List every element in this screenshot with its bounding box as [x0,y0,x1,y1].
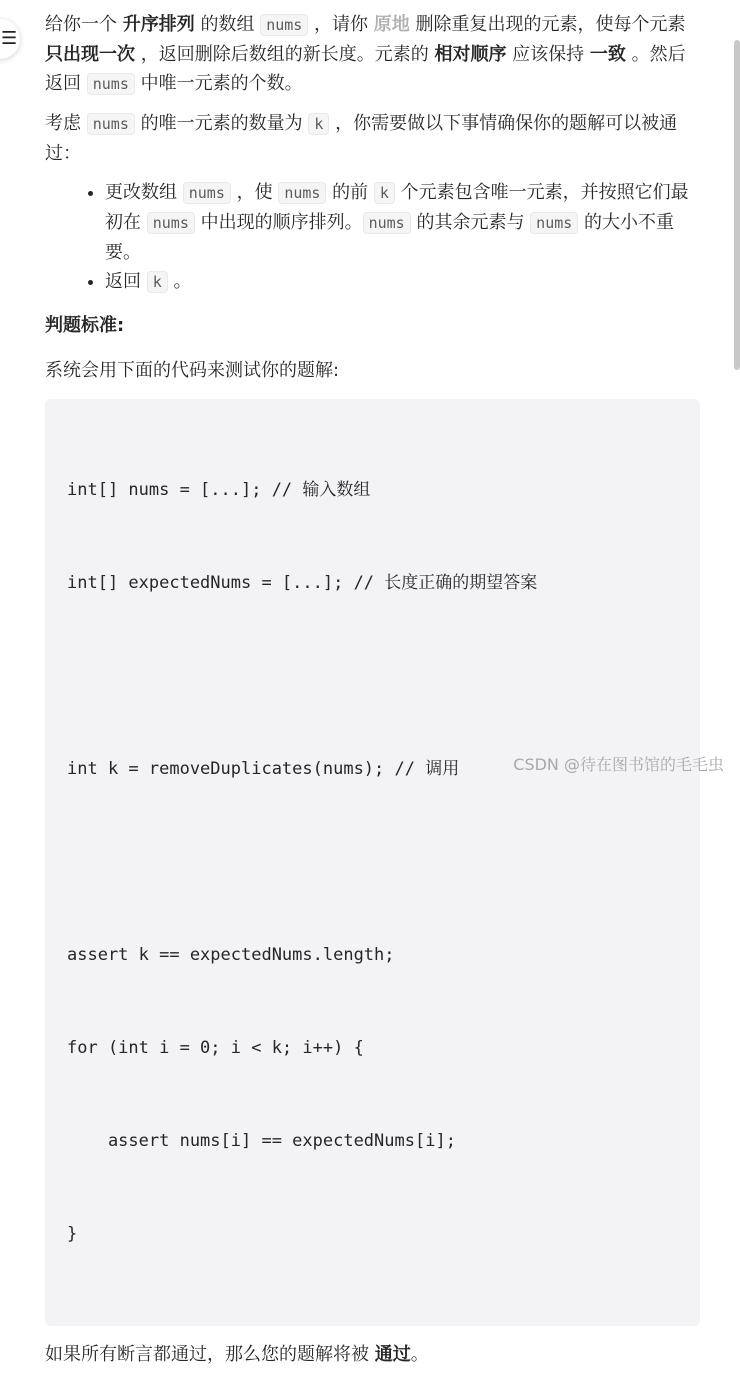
inline-code: nums [87,113,135,135]
conclusion-paragraph: 如果所有断言都通过，那么您的题解将被 通过。 [45,1344,429,1365]
inline-code: nums [147,212,195,234]
inline-code: nums [87,73,135,95]
inline-code: k [308,113,329,135]
code-line [67,847,678,878]
code-line: int[] expectedNums = [...]; // 长度正确的期望答案 [67,573,538,593]
inline-code: nums [363,212,411,234]
menu-button[interactable] [0,19,20,59]
inline-code: k [147,271,168,293]
watermark: CSDN @待在图书馆的毛毛虫 [513,755,724,774]
judging-heading: 判题标准: [45,315,125,336]
inline-code: nums [278,182,326,204]
consider-paragraph: 考虑 nums 的唯一元素的数量为 k ，你需要做以下事情确保你的题解可以被通过： [45,113,678,164]
code-line [67,661,678,692]
test-description: 系统会用下面的代码来测试你的题解: [45,360,340,381]
code-line: int[] nums = [...]; // 输入数组 [67,480,371,500]
code-line: assert k == expectedNums.length; [67,945,395,965]
code-block [45,399,700,1326]
scrollbar-thumb[interactable] [734,40,740,370]
inline-code: nums [260,14,308,36]
problem-description [45,10,700,1379]
menu-icon: ☰ [1,28,18,49]
list-item: • 更改数组 nums ，使 nums 的前 k 个元素包含唯一元素，并按照它们最初在 nums 中出现的顺序排列。 nums 的其余元素与 nums 的大小不重要。 [105,178,700,267]
list-item: • 返回 k 。 [105,267,700,297]
inline-code: nums [530,212,578,234]
code-line: assert nums[i] == expectedNums[i]; [67,1131,456,1151]
requirements-list [45,178,700,297]
code-line: } [67,1224,78,1244]
code-line: for (int i = 0; i < k; i++) { [67,1038,364,1058]
inline-code: k [374,182,395,204]
inline-code: nums [183,182,231,204]
code-line: int k = removeDuplicates(nums); // 调用 [67,759,460,779]
intro-paragraph: 给你一个 升序排列 的数组 nums ，请你 原地 删除重复出现的元素，使每个元素 只出现一次 ，返回删除后数组的新长度。元素的 相对顺序 应该保持 一致 。然后返回 nums 中唯一元素的个数。 [45,14,686,94]
